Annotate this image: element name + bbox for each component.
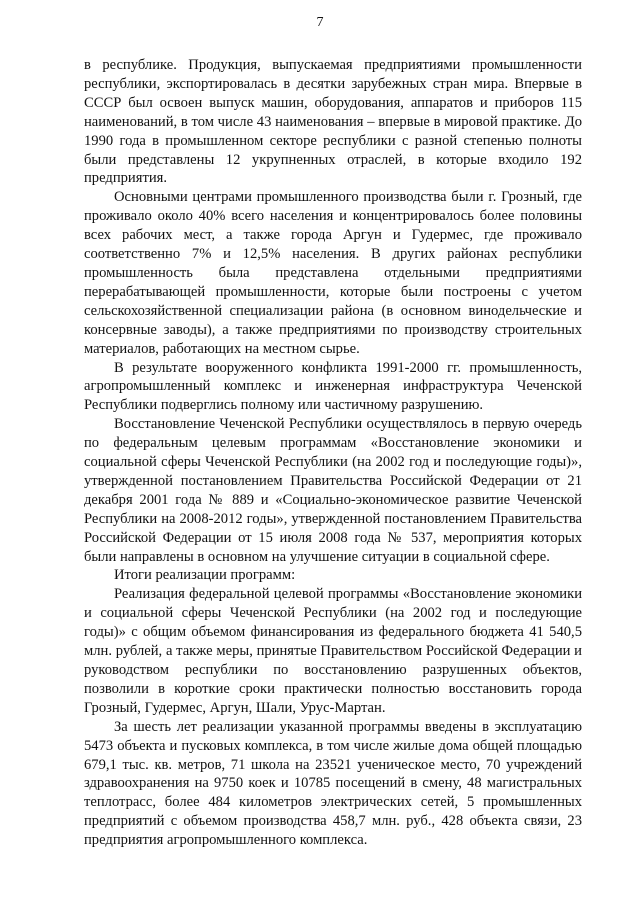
paragraph: Реализация федеральной целевой программы «Восстановление экономики и социальной сферы Чеченской Республики (на 2002 год и последующие годы)» с общим объемом финансирования из федерального бюджета 41 540,5 млн. рублей, а также меры, принятые Правительством Российской Федерации и руководством республики по восстановлению разрушенных объектов, позволили в короткие сроки практически полностью восстановить города Грозный, Гудермес, Аргун, Шали, Урус-Мартан. (84, 586, 582, 716)
page-number: 7 (316, 15, 324, 30)
paragraph: Восстановление Чеченской Республики осуществлялось в первую очередь по федеральным целевым программам «Восстановление экономики и социальной сферы Чеченской Республики (на 2002 год и последующие годы)», утвержденной постановлением Правительства Российской Федерации от 21 декабря 2001 года № 889 и «Социально-экономическое развитие Чеченской Республики на 2008-2012 годы», утвержденной постановлением Правительства Российской Федерации от 15 июля 2008 года № 537, мероприятия которых были направлены в основном на улучшение ситуации в социальной сфере. (84, 416, 582, 565)
paragraph: в республике. Продукция, выпускаемая предприятиями промышленности республики, экспортировалась в десятки зарубежных стран мира. Впервые в СССР был освоен выпуск машин, оборудования, аппаратов и приборов 115 наименований, в том числе 43 наименования – впервые в мировой практике. До 1990 года в промышленном секторе республики с разной степенью полноты были представлены 12 укрупненных отраслей, в которые входило 192 предприятия. (84, 57, 582, 187)
paragraph: Основными центрами промышленного производства были г. Грозный, где проживало около 40% всего населения и концентрировалось более половины всех рабочих мест, а также города Аргун и Гудермес, где проживало соответственно 7% и 12,5% населения. В других районах республики промышленность была представлена отдельными предприятиями перерабатывающей промышленности, которые были построены с учетом сельскохозяйственной специализации района (в основном винодельческие и консервные заводы), а также предприятиями по производству строительных материалов, работающих на местном сырье. (84, 189, 582, 357)
paragraph: За шесть лет реализации указанной программы введены в эксплуатацию 5473 объекта и пусковых комплекса, в том числе жилые дома общей площадью 679,1 тыс. кв. метров, 71 школа на 23521 ученическое место, 70 учреждений здравоохранения на 9750 коек и 10785 посещений в смену, 48 магистральных теплотрасс, более 484 километров электрических сетей, 5 промышленных предприятий с объемом производства 458,7 млн. руб., 428 объекта связи, 23 предприятия агропромышленного комплекса. (84, 718, 582, 849)
document-body (84, 56, 582, 850)
paragraph: В результате вооруженного конфликта 1991-2000 гг. промышленность, агропромышленный комплекс и инженерная инфраструктура Чеченской Республики подверглись полному или частичному разрушению. (84, 359, 582, 414)
paragraph: Итоги реализации программ: (114, 567, 296, 584)
